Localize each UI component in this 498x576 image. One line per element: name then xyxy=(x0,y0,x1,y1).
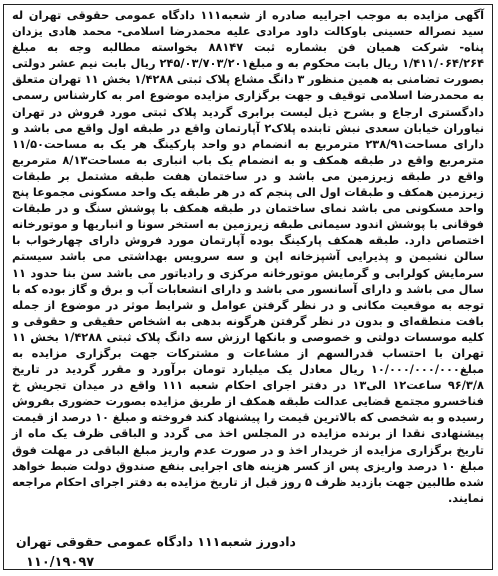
notice-frame xyxy=(3,4,493,570)
court-signature: دادورز شعبه۱۱۱ دادگاه عمومی حقوقی تهران xyxy=(16,534,296,549)
notice-footer xyxy=(12,533,480,572)
reference-number: ۱۱۰/۱۹۰۹۷ xyxy=(26,555,95,570)
auction-notice-text: آگهی مزایده به موجب اجراییه صادره از شعبه۱۱۱ دادگاه عمومی حقوقی تهران له سید نصراله حسینی باوکالت داود مرادی علیه محمدرضا اسلامی- محمد هادی یزدان پناه- شرکت همیان فن بشماره ثبت ۸۸۱۴۷ بخواسته مطالبه وجه به مبلغ ۱/۴۱۱/۰۶۴/۲۶۴ ریال بابت محکوم به و مبلغ۲۴۵/۰۳/۷۰۳/۲۰۱ ریال بابت نیم عشر دولتی بصورت تضامنی به همین منظور ۳ دانگ مشاع پلاک ثبتی ۱/۴۲۸۸ بخش ۱۱ تهران متعلق به محمدرضا اسلامی توقیف و جهت برگزاری مزایده موضوع امر به کارشناس رسمی دادگستری ارجاع و بشرح ذیل لیست برابری گردید پلاک ثبتی مورد فروش در تهران نیاوران خیابان سعدی نبش تابنده پلاک۲ آپارتمان واقع در طبقه اول واقع می باشد و دارای مساحت۲۳۸/۹۱ مترمربع به انضمام دو واحد پارکینگ هر یک به مساحت۱۱/۵۰ مترمربع واقع در طبقه همکف و به انضمام یک باب انباری به مساحت۸/۱۳ مترمربع واقع در طبقه زیرزمین می باشد و در ساختمان هفت طبقه مشتمل بر طبقات زیرزمین همکف و طبقات اول الی پنجم که در هر طبقه یک واحد مسکونی مجموعا پنج واحد مسکونی می باشد نمای ساختمان در طبقه همکف با پوشش سنگ و در طبقات فوقانی با پوشش اندود سیمانی طبقه زیرزمین به استخر سونا و انباریها و موتورخانه اختصاص دارد. طبقه همکف پارکینگ بوده آپارتمان مورد فروش دارای چهارخواب با سالن نشیمن و پذیرایی آشپزخانه اپن و سه سرویس بهداشتی می باشد سیستم سرمایش کولرابی و گرمایش موتورخانه مرکزی و رادیاتور می باشد سن بنا حدود ۱۱ سال می باشد و دارای آسانسور می باشد و دارای انشعابات آب و برق و گاز بوده که با توجه به موقعیت مکانی و در نظر گرفتن عوامل و شرایط موثر در موضوع از جمله بافت منطقه‌ای و بدون در نظر گرفتن هرگونه بدهی به اشخاص حقیقی و حقوقی و کلیه موسسات دولتی و خصوصی و بانکها ارزش سه دانگ پلاک ثبتی ۱/۴۲۸۸ بخش ۱۱ تهران با احتساب قدرالسهم از مشاعات و مشترکات جهت برگزاری مزایده به مبلغ۱۰/۰۰۰/۰۰۰/۰۰۰ ریال معادل یک میلیارد تومان برآورد و مقرر گردید در تاریخ ۹۶/۳/۸ ساعت۱۲ الی۱۳ در دفتر اجرای احکام شعبه ۱۱۱ واقع در میدان تجریش خ فناخسرو مجتمع قضایی عدالت طبقه همکف از طریق مزایده بصورت حضوری بفروش رسیده و به شخصی که بالاترین قیمت را پیشنهاد کند فروخته و مبلغ ۱۰ درصد از قیمت پیشنهادی نقدا از برنده مزایده در المجلس اخذ می گردد و الباقی ظرف یک ماه از تاریخ برگزاری مزایده از خریدار اخذ و در صورت عدم واریز مبلغ الباقی در مهلت فوق مبلغ ۱۰ درصد واریزی پس از کسر هزینه های اجرایی بنفع صندوق دولت ضبط خواهد شده طالبین جهت بازدید ظرف ۵ روز قبل از تاریخ مزایده به دفتر اجرای احکام مراجعه نمایند. xyxy=(12,8,485,505)
